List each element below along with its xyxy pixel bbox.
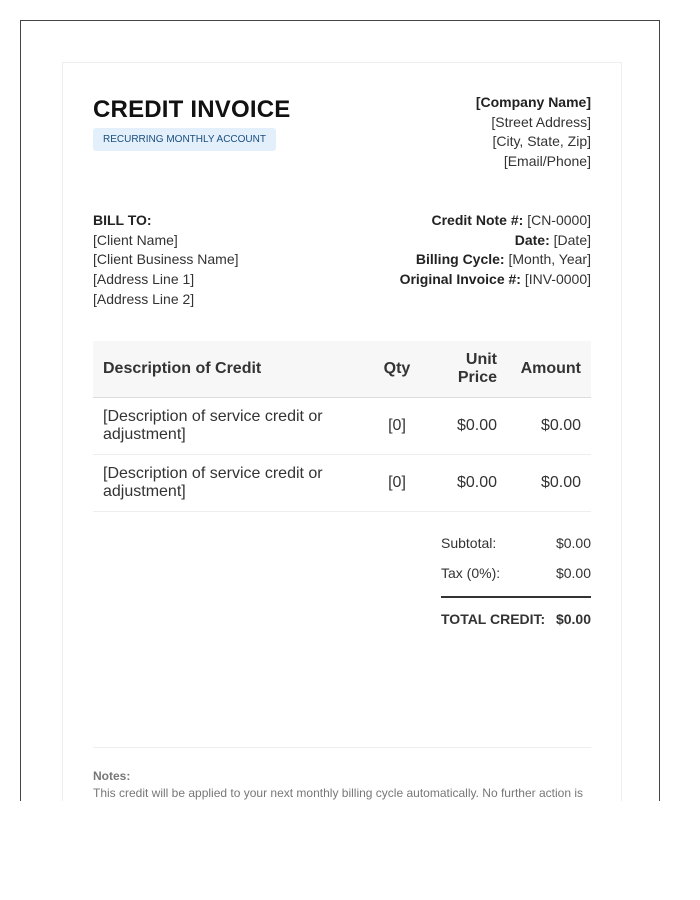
company-info [476,93,591,171]
credit-items-table [93,341,591,512]
invoice-header [93,93,591,203]
header-description: Description of Credit [93,341,367,398]
row-description [93,398,367,455]
header-unit-price [427,341,507,398]
total-credit-row [441,611,591,641]
date-row [400,231,591,251]
header-amount: Amount [507,341,591,398]
table-row [93,455,591,512]
row-amount: $0.00 [507,398,591,455]
totals-divider [441,596,591,598]
document-frame [20,20,660,801]
row-unit-price: $0.00 [427,398,507,455]
table-header-row [93,341,591,398]
billing-cycle-label: Billing Cycle: [415,251,505,268]
row-qty: [0] [367,398,427,455]
row-description-line-1: [Description of service credit or [103,465,323,482]
subtotal-row [441,535,591,565]
credit-note-row [400,211,591,231]
total-credit-value: $0.00 [555,611,591,627]
client-address-line-2: [Address Line 2] [93,290,195,307]
invoice-meta [400,211,591,290]
table-header [93,341,591,398]
notes-text: This credit will be applied to your next monthly billing cycle automatically. No further action is [93,786,583,800]
tax-label: Tax (0%): [441,565,501,581]
row-description-line-1: [Description of service credit or [103,408,323,425]
client-address-line-1: [Address Line 1] [93,271,195,288]
tax-row [441,565,591,595]
header-unit-price-line-1: Unit [465,351,497,368]
invoice-content [93,93,591,641]
totals-section [441,535,591,641]
notes-label: Notes: [93,769,131,783]
notes-section [93,747,591,801]
row-amount: $0.00 [507,455,591,512]
row-qty: [0] [367,455,427,512]
company-name: [Company Name] [475,94,591,110]
billing-cycle-row [400,250,591,270]
bill-to-label: BILL TO: [93,212,152,228]
parties-section [93,203,591,341]
client-business-name: [Client Business Name] [93,251,239,268]
client-name: [Client Name] [93,231,178,248]
row-description-line-2: adjustment] [103,426,186,443]
table-row [93,398,591,455]
company-city: [City, State, Zip] [492,133,591,150]
invoice-title: CREDIT INVOICE [93,96,291,123]
date-label: Date: [514,231,550,248]
subtotal-label: Subtotal: [441,535,497,551]
header-unit-price-line-2: Price [457,369,497,386]
original-invoice-value: [INV-0000] [524,271,591,288]
invoice-sheet [62,62,622,801]
row-description [93,455,367,512]
row-description-line-2: adjustment] [103,483,186,500]
credit-note-label: Credit Note #: [431,212,524,228]
total-credit-label: TOTAL CREDIT: [441,611,546,627]
credit-note-value: [CN-0000] [527,212,591,228]
header-qty: Qty [367,341,427,398]
original-invoice-label: Original Invoice #: [399,271,521,288]
tax-value: $0.00 [555,565,591,581]
bill-to [93,211,239,310]
table-body [93,398,591,512]
original-invoice-row [400,270,591,290]
subtotal-value: $0.00 [555,535,591,551]
date-value: [Date] [553,231,591,248]
account-type-badge: RECURRING MONTHLY ACCOUNT [93,128,276,151]
row-unit-price: $0.00 [427,455,507,512]
billing-cycle-value: [Month, Year] [508,251,591,268]
company-contact: [Email/Phone] [503,152,591,169]
company-street: [Street Address] [491,113,591,130]
